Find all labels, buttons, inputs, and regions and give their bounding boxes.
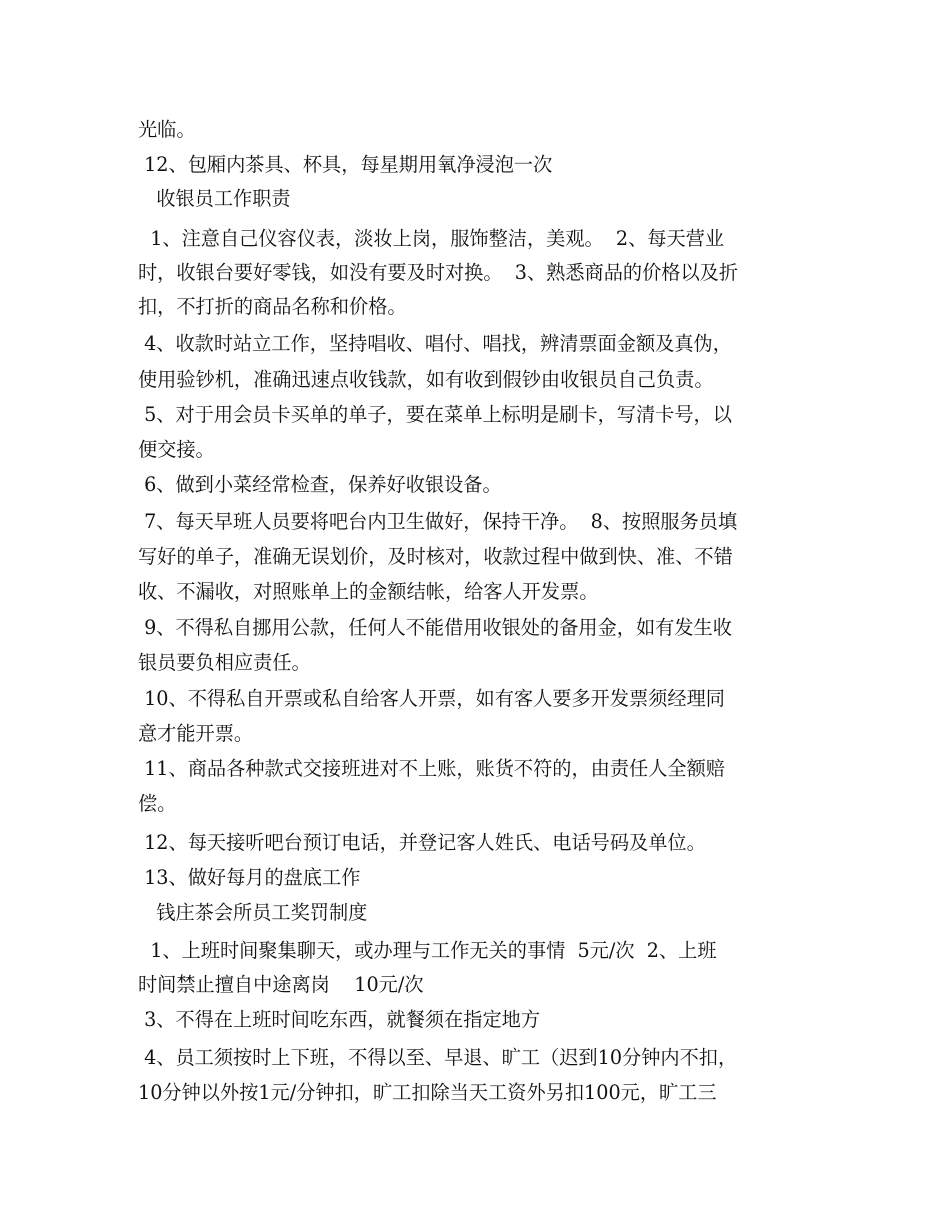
text-line: 1、注意自己仪容仪表，淡妆上岗，服饰整洁，美观。 2、每天营业 (138, 227, 725, 250)
section-heading-cashier-duties: 收银员工作职责 (138, 187, 291, 210)
text-line: 使用验钞机，准确迅速点收钱款，如有收到假钞由收银员自己负责。 (138, 368, 714, 391)
text-line: 1、上班时间聚集聊天，或办理与工作无关的事情 5元/次 2、上班 (138, 939, 717, 962)
text-line: 时间禁止擅自中途离岗 10元/次 (138, 973, 424, 996)
text-line: 10、不得私自开票或私自给客人开票，如有客人要多开发票须经理同 (138, 687, 725, 710)
text-line: 10分钟以外按1元/分钟扣，旷工扣除当天工资外另扣100元，旷工三 (138, 1081, 717, 1104)
text-line: 3、不得在上班时间吃东西，就餐须在指定地方 (138, 1008, 541, 1031)
text-line: 收、不漏收，对照账单上的金额结帐，给客人开发票。 (138, 580, 599, 603)
text-line: 5、对于用会员卡买单的单子，要在菜单上标明是刷卡，写清卡号，以 (138, 403, 732, 426)
text-line: 偿。 (138, 792, 177, 815)
text-line: 银员要负相应责任。 (138, 651, 311, 674)
section-heading-reward-penalty-rules: 钱庄茶会所员工奖罚制度 (138, 901, 368, 924)
text-line: 12、包厢内茶具、杯具，每星期用氧净浸泡一次 (138, 153, 553, 176)
text-line: 12、每天接听吧台预订电话，并登记客人姓氏、电话号码及单位。 (138, 831, 706, 854)
text-line: 4、收款时站立工作，坚持唱收、唱付、唱找，辨清票面金额及真伪， (138, 332, 732, 355)
text-line: 13、做好每月的盘底工作 (138, 866, 361, 889)
text-line: 扣，不打折的商品名称和价格。 (138, 295, 407, 318)
text-line: 9、不得私自挪用公款，任何人不能借用收银处的备用金，如有发生收 (138, 616, 732, 639)
text-line: 7、每天早班人员要将吧台内卫生做好，保持干净。 8、按照服务员填 (138, 510, 738, 533)
text-line: 11、商品各种款式交接班进对不上账，账货不符的，由责任人全额赔 (138, 757, 725, 780)
text-line: 写好的单子，准确无误划价，及时核对，收款过程中做到快、准、不错 (138, 545, 733, 568)
text-line: 4、员工须按时上下班，不得以至、早退、旷工（迟到10分钟内不扣， (138, 1046, 738, 1069)
text-line: 便交接。 (138, 438, 215, 461)
text-line: 意才能开票。 (138, 722, 254, 745)
text-line: 时，收银台要好零钱，如没有要及时对换。 3、熟悉商品的价格以及折 (138, 261, 739, 284)
text-line: 6、做到小菜经常检查，保养好收银设备。 (138, 473, 502, 496)
text-line: 光临。 (138, 118, 196, 141)
